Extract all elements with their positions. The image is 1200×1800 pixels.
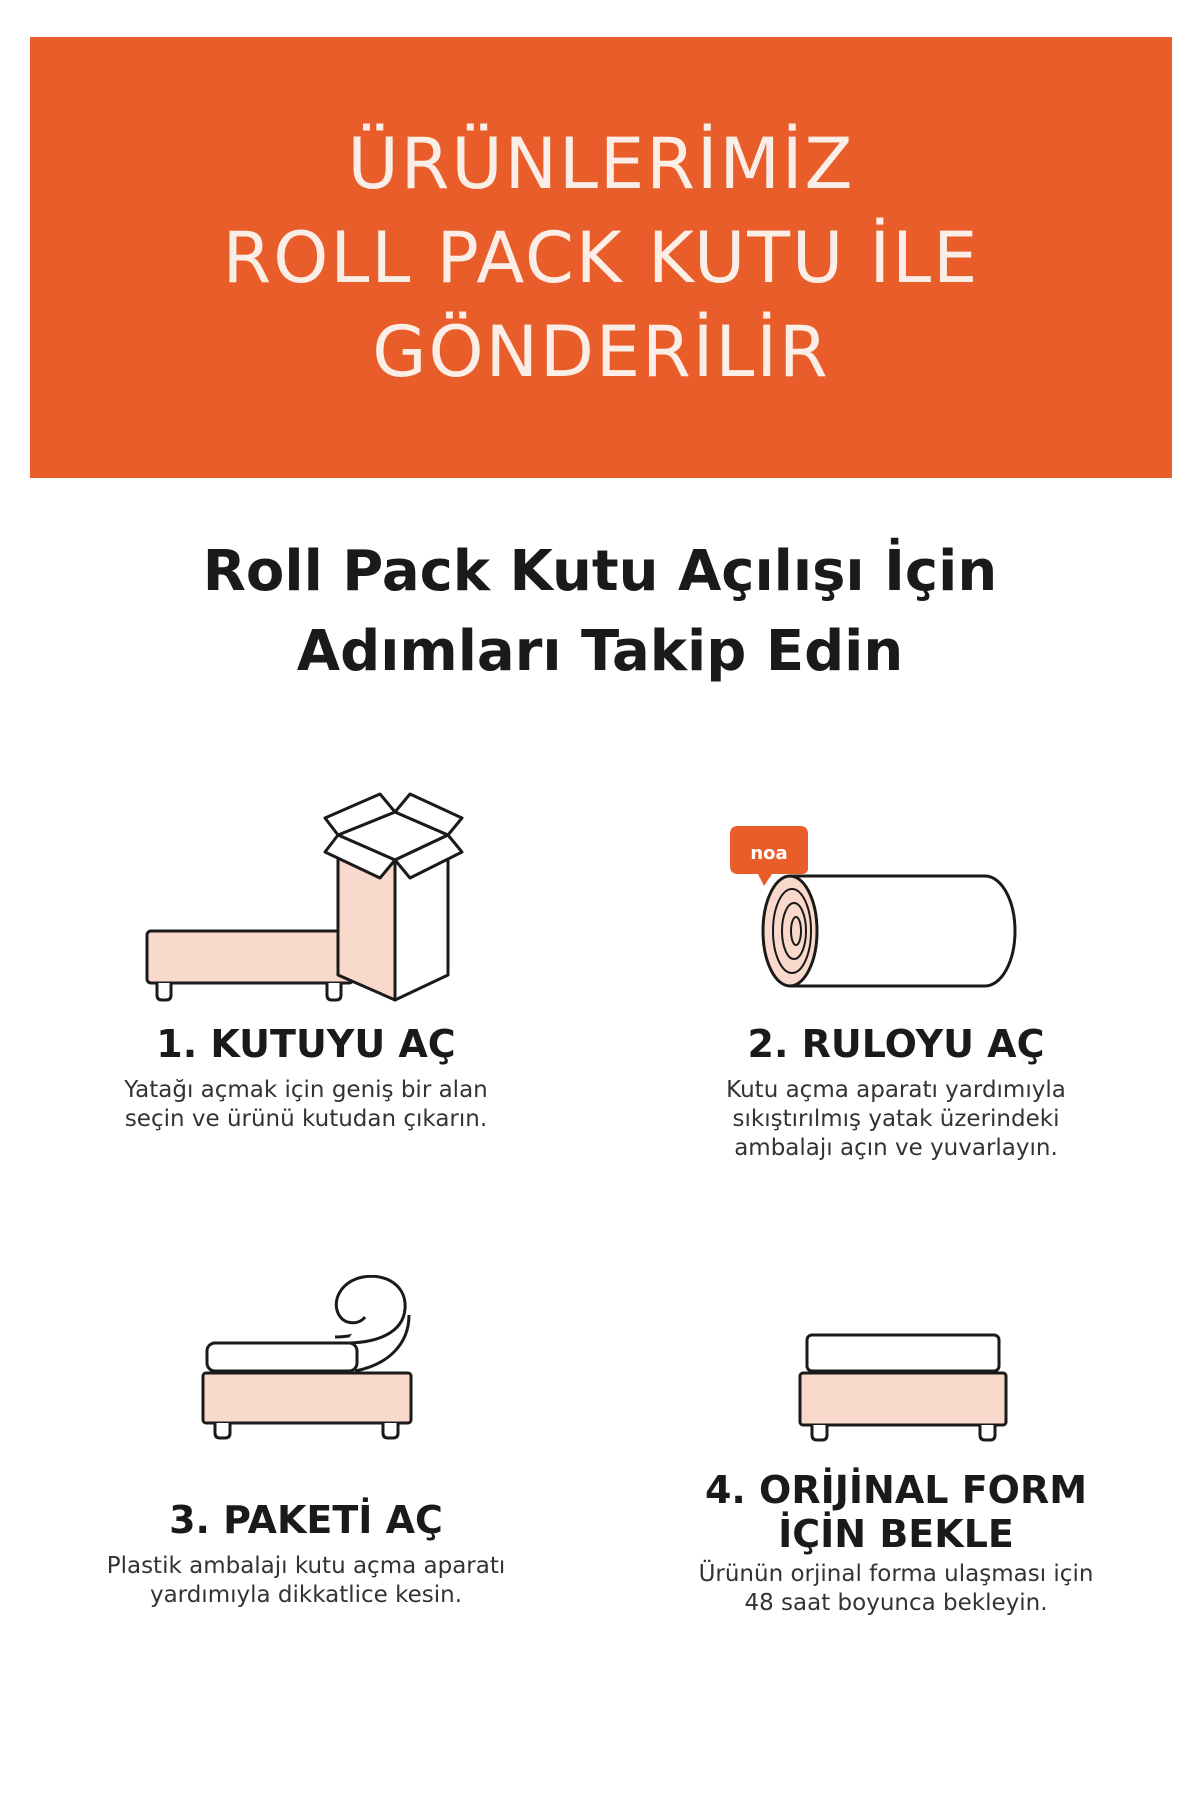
step-4-title-line-2: İÇİN BEKLE xyxy=(778,1512,1014,1556)
step-3 xyxy=(66,1498,546,1610)
step-3-description-line: yardımıyla dikkatlice kesin. xyxy=(149,1582,463,1608)
banner-title-line-2: ROLL PACK KUTU İLE xyxy=(222,216,980,299)
step-2-description-line: ambalajı açın ve yuvarlayın. xyxy=(734,1135,1058,1161)
step-3-title: 3. PAKETİ AÇ xyxy=(169,1498,443,1542)
step-2-title: 2. RULOYU AÇ xyxy=(747,1022,1045,1066)
unrolling-mattress-icon xyxy=(195,1275,425,1455)
banner-title-line-1: ÜRÜNLERİMİZ xyxy=(347,122,855,205)
step-4-title-line-1: 4. ORİJİNAL FORM xyxy=(704,1468,1088,1512)
rolled-mattress-icon xyxy=(720,818,1030,998)
step-1-description xyxy=(66,1076,546,1134)
step-3-description xyxy=(66,1552,546,1610)
step-1-description-line: seçin ve ürünü kutudan çıkarın. xyxy=(124,1106,488,1132)
step-4 xyxy=(656,1468,1136,1618)
step-4-description xyxy=(656,1560,1136,1618)
mattress-on-bed-icon xyxy=(790,1325,1020,1455)
step-4-description-line: Ürünün orjinal forma ulaşması için xyxy=(698,1561,1094,1587)
bed-and-open-box-icon xyxy=(140,760,480,1010)
heading-line-2: Adımları Takip Edin xyxy=(296,619,904,684)
brand-tag-label: noa xyxy=(750,843,788,864)
section-heading xyxy=(0,532,1200,692)
banner-title-line-3: GÖNDERİLİR xyxy=(372,310,830,393)
step-4-description-line: 48 saat boyunca bekleyin. xyxy=(744,1590,1048,1616)
step-1-title: 1. KUTUYU AÇ xyxy=(156,1022,456,1066)
step-2-description xyxy=(656,1076,1136,1163)
step-2-description-line: sıkıştırılmış yatak üzerindeki xyxy=(732,1106,1060,1132)
step-2-description-line: Kutu açma aparatı yardımıyla xyxy=(726,1077,1066,1103)
hero-banner xyxy=(30,37,1172,478)
step-1-description-line: Yatağı açmak için geniş bir alan xyxy=(124,1077,488,1103)
heading-line-1: Roll Pack Kutu Açılışı İçin xyxy=(202,539,998,604)
step-3-description-line: Plastik ambalajı kutu açma aparatı xyxy=(106,1553,506,1579)
step-2 xyxy=(656,1022,1136,1163)
step-1 xyxy=(66,1022,546,1134)
